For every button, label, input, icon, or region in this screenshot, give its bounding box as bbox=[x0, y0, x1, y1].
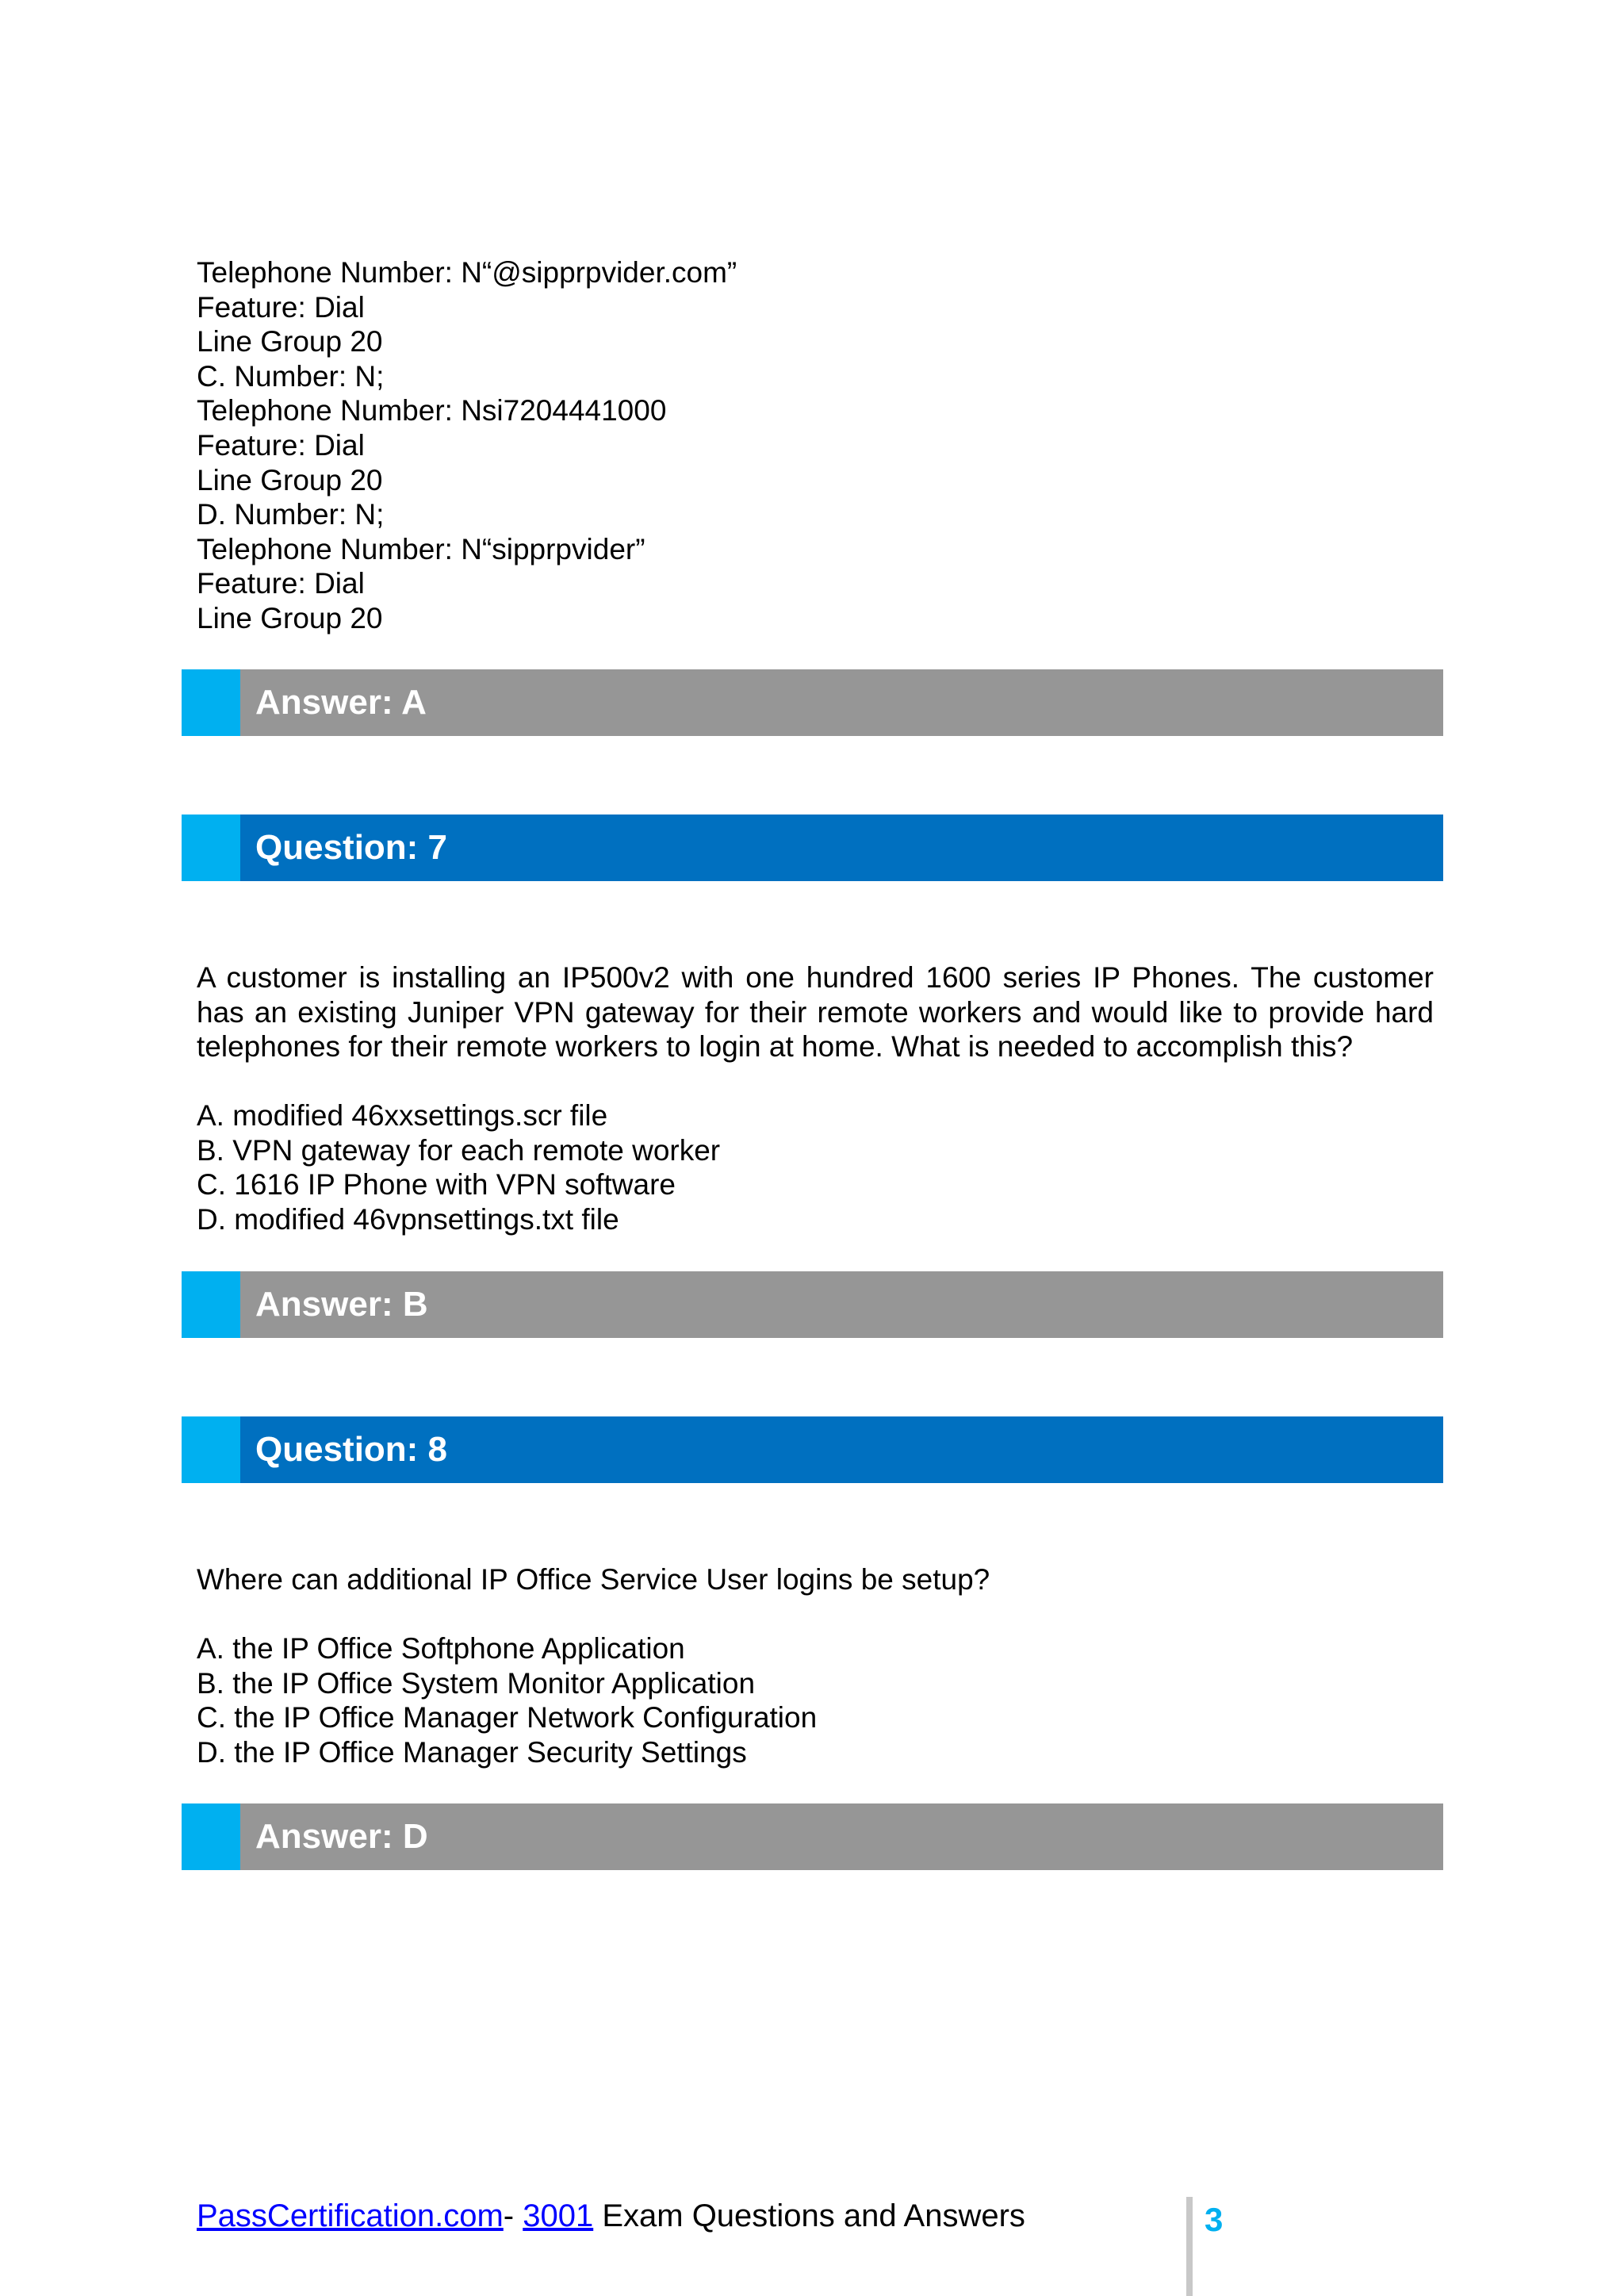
answer-bar-accent bbox=[182, 1271, 240, 1338]
option-line: C. Number: N; bbox=[197, 359, 385, 393]
option-c: C. the IP Office Manager Network Configuration bbox=[197, 1701, 818, 1734]
option-line: Telephone Number: N“@sipprpvider.com” bbox=[197, 256, 737, 289]
answer-bar-question-7 bbox=[182, 1271, 1443, 1338]
question-8-text: Where can additional IP Office Service User logins be setup? bbox=[197, 1563, 990, 1596]
option-line: Feature: Dial bbox=[197, 567, 365, 600]
option-line: D. Number: N; bbox=[197, 498, 385, 531]
option-d: D. the IP Office Manager Security Settings bbox=[197, 1735, 747, 1769]
page-footer bbox=[197, 2196, 1025, 2236]
option-line: Telephone Number: N“sipprpvider” bbox=[197, 532, 645, 565]
option-line: Line Group 20 bbox=[197, 463, 383, 496]
option-line: Feature: Dial bbox=[197, 290, 365, 324]
option-line: Line Group 20 bbox=[197, 601, 383, 634]
answer-bar-previous bbox=[182, 669, 1443, 736]
answer-label: Answer: D bbox=[255, 1817, 428, 1856]
question-8-header bbox=[182, 1416, 1443, 1483]
exam-code-link[interactable]: 3001 bbox=[523, 2198, 594, 2233]
option-line: Feature: Dial bbox=[197, 428, 365, 462]
option-a: A. the IP Office Softphone Application bbox=[197, 1632, 685, 1665]
site-link[interactable]: PassCertification.com bbox=[197, 2198, 504, 2233]
option-c: C. 1616 IP Phone with VPN software bbox=[197, 1168, 676, 1202]
option-line: Line Group 20 bbox=[197, 325, 383, 358]
option-b: B. the IP Office System Monitor Application bbox=[197, 1666, 756, 1700]
option-a: A. modified 46xxsettings.scr file bbox=[197, 1099, 608, 1132]
answer-label: Answer: A bbox=[255, 683, 427, 722]
question-title: Question: 8 bbox=[255, 1430, 448, 1469]
previous-question-options bbox=[197, 255, 1434, 636]
option-b: B. VPN gateway for each remote worker bbox=[197, 1133, 721, 1167]
question-7-options bbox=[197, 1098, 1434, 1236]
footer-divider bbox=[1186, 2197, 1193, 2296]
answer-bar-question-8 bbox=[182, 1803, 1443, 1870]
page-number: 3 bbox=[1205, 2201, 1224, 2238]
question-bar-accent bbox=[182, 1416, 240, 1483]
footer-title: Exam Questions and Answers bbox=[593, 2198, 1025, 2233]
question-8-options bbox=[197, 1631, 1434, 1769]
footer-separator: - bbox=[503, 2198, 523, 2233]
answer-bar-accent bbox=[182, 1803, 240, 1870]
question-7-header bbox=[182, 815, 1443, 881]
question-title: Question: 7 bbox=[255, 828, 448, 867]
question-bar-accent bbox=[182, 815, 240, 881]
answer-label: Answer: B bbox=[255, 1285, 428, 1324]
option-d: D. modified 46vpnsettings.txt file bbox=[197, 1202, 619, 1236]
question-7-text: A customer is installing an IP500v2 with one hundred 1600 series IP Phones. The customer has an existing Juniper VPN gateway for their remote workers and would like to provide hard telephones for their remote workers to login at home. What is needed to accomplish this? bbox=[197, 961, 1434, 1064]
answer-bar-accent bbox=[182, 669, 240, 736]
option-line: Telephone Number: Nsi7204441000 bbox=[197, 394, 667, 427]
